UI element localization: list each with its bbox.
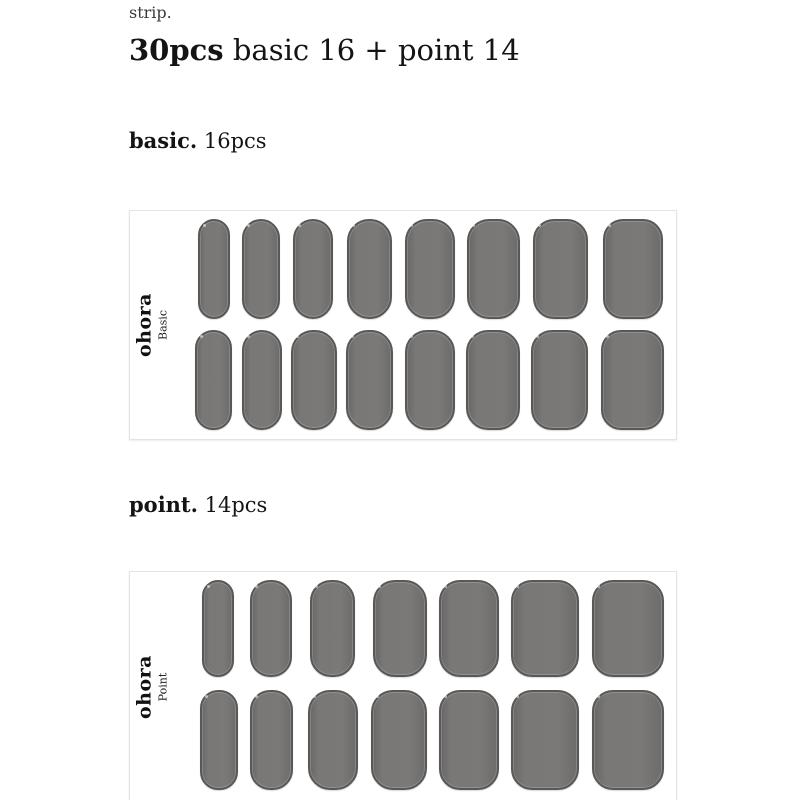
point-brand-mark <box>133 627 170 747</box>
nail-sticker <box>405 219 455 319</box>
basic-label-count: 16pcs <box>197 129 267 153</box>
point-nail-strip <box>129 571 677 800</box>
nail-sticker <box>592 690 664 790</box>
nail-sticker <box>242 219 280 319</box>
nail-sticker <box>467 219 520 319</box>
nail-sticker <box>531 330 588 430</box>
nail-sticker <box>603 219 663 319</box>
point-label-count: 14pcs <box>197 493 268 517</box>
point-section-label <box>129 492 267 518</box>
caption-text: strip. <box>129 3 172 22</box>
nail-sticker <box>511 690 579 790</box>
nail-sticker <box>373 580 427 677</box>
basic-label-title: basic. <box>129 128 198 153</box>
nail-sticker <box>200 690 238 790</box>
nail-sticker <box>601 330 664 430</box>
nail-sticker <box>250 580 292 677</box>
nail-sticker <box>308 690 358 790</box>
nail-sticker <box>405 330 455 430</box>
nail-sticker <box>195 330 232 430</box>
brand-sub-text: Basic <box>156 310 170 340</box>
basic-brand-mark <box>133 265 170 385</box>
headline-breakdown: basic 16 + point 14 <box>223 33 520 67</box>
brand-sub-text: Point <box>156 672 170 701</box>
product-count-headline <box>129 32 520 68</box>
nail-sticker <box>250 690 293 790</box>
nail-sticker <box>293 219 333 319</box>
brand-logo-text: ohora <box>133 293 156 357</box>
nail-sticker <box>346 330 393 430</box>
nail-sticker <box>592 580 664 677</box>
basic-section-label <box>129 128 267 154</box>
nail-sticker <box>511 580 579 677</box>
nail-sticker <box>439 580 499 677</box>
basic-nail-strip <box>129 210 677 440</box>
nail-sticker <box>291 330 337 430</box>
brand-logo-text: ohora <box>133 654 156 719</box>
nail-sticker <box>466 330 520 430</box>
nail-sticker <box>198 219 230 319</box>
nail-sticker <box>202 580 234 677</box>
nail-sticker <box>439 690 499 790</box>
nail-sticker <box>533 219 588 319</box>
nail-sticker <box>310 580 355 677</box>
headline-count: 30pcs <box>129 33 224 67</box>
nail-sticker <box>371 690 427 790</box>
nail-sticker <box>242 330 282 430</box>
nail-sticker <box>347 219 392 319</box>
point-label-title: point. <box>129 492 198 517</box>
